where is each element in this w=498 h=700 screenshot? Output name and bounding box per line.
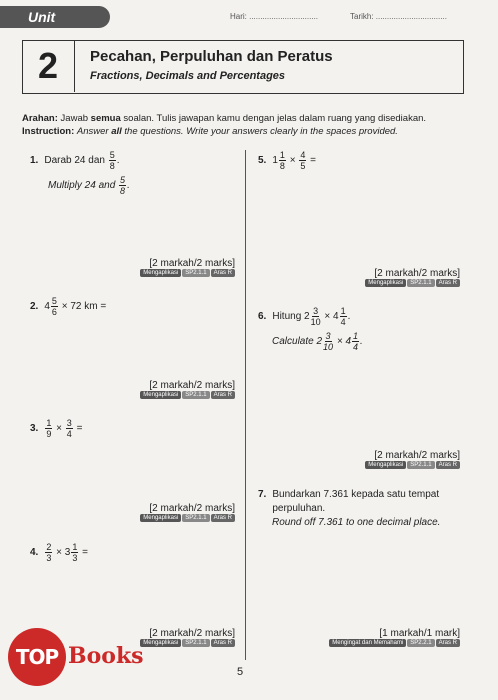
title-malay: Pecahan, Perpuluhan dan Peratus: [90, 48, 333, 65]
question-7: 7. Bundarkan 7.361 kepada satu tempat perpuluhan. Round off 7.361 to one decimal place.: [258, 489, 441, 528]
unit-tab: Unit: [0, 6, 110, 28]
marks-block: [2 markah/2 marks] Mengaplikasi SP2.1.1 Aras R: [350, 450, 460, 469]
instructions: Arahan: Jawab semua soalan. Tulis jawapan kamu dengan jelas dalam ruang yang disediakan. Instruction: Answer all the questions. Write your answers clearly in the spaces provided.: [22, 113, 427, 137]
unit-number: 2: [22, 40, 75, 92]
marks-block: [2 markah/2 marks] Mengaplikasi SP2.1.1 Aras R: [130, 503, 235, 522]
column-divider: [245, 150, 246, 660]
date-field: Tarikh: ................................: [350, 12, 447, 21]
marks-block: [1 markah/1 mark] Mengingat dan Memahami SP2.2.1 Aras R: [300, 628, 460, 647]
title-english: Fractions, Decimals and Percentages: [90, 70, 286, 82]
question-6: 6. Hitung 2 $\frac{3}{10}$ × 4 $\frac{1}{4}$ . Calculate 2 $\frac{3}{10}$ × 4 $\frac{1}{4}$ .: [258, 306, 363, 352]
question-2: 2. 4 $\frac{5}{6}$ × 72 km =: [30, 296, 107, 317]
question-1: 1. Darab 24 dan $\frac{5}{8}$ . Multiply 24 and $\frac{5}{8}$ .: [30, 150, 130, 196]
page-number: 5: [237, 666, 244, 678]
marks-block: [2 markah/2 marks] Mengaplikasi SP2.1.1 Aras R: [130, 258, 235, 277]
question-4: 4. $\frac{2}{3}$ × 3 $\frac{1}{3}$ =: [30, 542, 88, 563]
marks-block: [2 markah/2 marks] Mengaplikasi SP2.1.1 Aras R: [350, 268, 460, 287]
topbooks-logo: TOP: [8, 628, 66, 686]
logo-books-text: Books: [68, 643, 144, 669]
marks-block: [2 markah/2 marks] Mengaplikasi SP2.1.1 Aras R: [130, 380, 235, 399]
question-5: 5. 1 $\frac{1}{8}$ × $\frac{4}{5}$ =: [258, 150, 316, 171]
question-3: 3. $\frac{1}{9}$ × $\frac{3}{4}$ =: [30, 418, 83, 439]
day-field: Hari: ...............................: [230, 12, 319, 21]
marks-block: [2 markah/2 marks] Mengaplikasi SP2.1.1 Aras R: [130, 628, 235, 647]
